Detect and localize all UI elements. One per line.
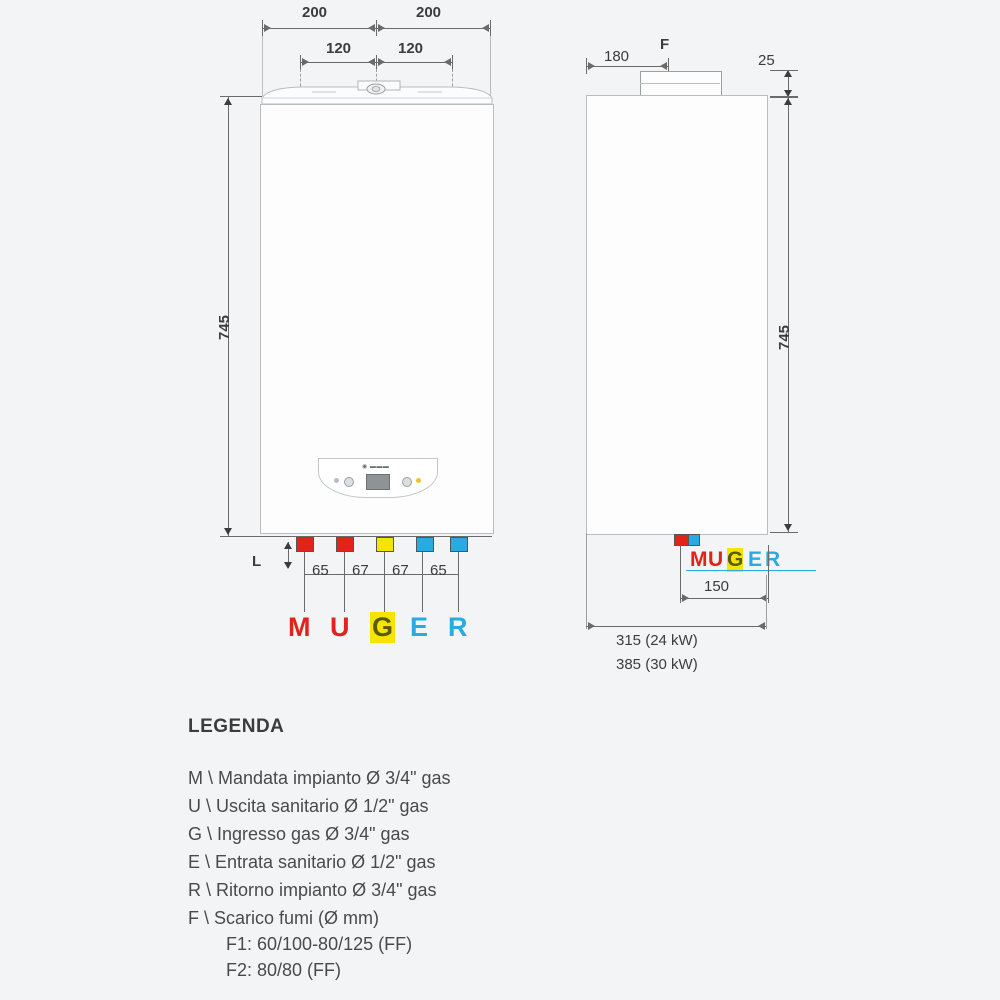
front-spacing-tick-5	[458, 552, 459, 580]
connection-tab-r	[450, 537, 468, 552]
dim-L-label: L	[252, 553, 262, 570]
letter-e: E	[410, 612, 429, 642]
panel-indicator-left	[334, 478, 339, 483]
legend-subitem-f2: F2: 80/80 (FF)	[226, 960, 342, 980]
front-inner-dim-tick-3	[452, 55, 453, 69]
side-connection-stub-right	[688, 534, 700, 546]
front-top-dim-arrow-right	[482, 24, 489, 32]
flue-width-arrow-left	[588, 62, 595, 70]
front-spacing-tick-2	[344, 552, 345, 580]
legend-item-f: F \ Scarico fumi (Ø mm)	[188, 908, 380, 928]
connection-tab-m	[296, 537, 314, 552]
dim-25-tick-top	[770, 70, 798, 71]
front-spacing-tick-4	[422, 552, 423, 580]
depth-arrow-left	[588, 622, 595, 630]
depth-extension-left	[586, 533, 587, 629]
dim-L-arrow-down	[284, 562, 292, 569]
side-muger-e: E	[748, 548, 763, 571]
side-muger-m: M	[690, 548, 708, 571]
panel-knob-right[interactable]	[402, 477, 412, 487]
panel-knob-left[interactable]	[344, 477, 354, 487]
depth-arrow-right	[758, 622, 765, 630]
legend-item-r: R \ Ritorno impianto Ø 3/4" gas	[188, 880, 437, 900]
dim-200-left: 200	[302, 4, 328, 21]
leader-line-m	[304, 580, 305, 612]
dim-67-right: 67	[392, 562, 409, 579]
dim-65-left: 65	[312, 562, 329, 579]
panel-indicator-right	[416, 478, 421, 483]
boiler-top-cap	[260, 80, 494, 106]
dim-745-side: 745	[776, 324, 793, 350]
connection-tab-e	[416, 537, 434, 552]
side-muger-u: U	[708, 548, 724, 571]
side-height-dim-line	[788, 96, 789, 532]
front-top-dim-tick-1	[262, 20, 263, 36]
letter-m: M	[288, 612, 311, 642]
dim-150-tick-left	[680, 545, 681, 603]
legend-item-m: M \ Mandata impianto Ø 3/4" gas	[188, 768, 451, 788]
side-muger-underline	[686, 570, 816, 571]
legend-item-e: E \ Entrata sanitario Ø 1/2" gas	[188, 852, 436, 872]
letter-g: G	[372, 612, 394, 642]
front-inner-arrow-left	[302, 58, 309, 66]
flue-label-F: F	[660, 36, 670, 53]
depth-dim-line	[586, 626, 766, 627]
front-inner-arrow-mid-right	[378, 58, 385, 66]
dim-67-left: 67	[352, 562, 369, 579]
dim-depth-24kw: 315 (24 kW)	[616, 632, 698, 649]
front-top-dim-tick-3	[490, 20, 491, 36]
dim-150-arrow-left	[682, 594, 689, 602]
depth-extension-right	[766, 575, 767, 629]
dim-depth-30kw: 385 (30 kW)	[616, 656, 698, 673]
front-height-arrow-top	[224, 98, 232, 105]
side-height-arrow-top	[784, 98, 792, 105]
flue-outlet-divider	[640, 83, 720, 84]
flue-width-arrow-right	[660, 62, 667, 70]
dim-150-line	[680, 598, 768, 599]
front-top-dim-arrow-left	[264, 24, 271, 32]
front-spacing-tick-1	[304, 552, 305, 580]
front-top-dim-arrow-mid-right	[378, 24, 385, 32]
leader-line-r	[458, 580, 459, 612]
boiler-side-body	[586, 95, 768, 535]
front-inner-arrow-right	[444, 58, 451, 66]
dim-150-tick-right	[768, 545, 769, 603]
letter-u: U	[330, 612, 350, 642]
flue-width-dim-line	[586, 66, 668, 67]
leader-line-u	[344, 580, 345, 612]
legend-item-u: U \ Uscita sanitario Ø 1/2" gas	[188, 796, 429, 816]
dim-150: 150	[704, 578, 730, 595]
legend-item-g: G \ Ingresso gas Ø 3/4" gas	[188, 824, 410, 844]
side-muger-r: R	[765, 548, 781, 571]
front-height-tick-top	[220, 96, 262, 97]
flue-width-tick-left	[586, 58, 587, 74]
side-muger-g: G	[727, 548, 744, 571]
front-inner-dim-tick-2	[376, 55, 377, 69]
connection-tab-u	[336, 537, 354, 552]
leader-line-g	[384, 580, 385, 612]
flue-outlet	[640, 71, 722, 97]
front-top-dim-arrow-mid-left	[368, 24, 375, 32]
dim-180: 180	[604, 48, 630, 65]
dim-120-right: 120	[398, 40, 424, 57]
legend-subitem-f1: F1: 60/100-80/125 (FF)	[226, 934, 413, 954]
dim-25: 25	[758, 52, 775, 69]
dim-25-arrow-up	[784, 70, 792, 77]
side-height-tick-bottom	[770, 532, 798, 533]
letter-r: R	[448, 612, 468, 642]
dim-200-right: 200	[416, 4, 442, 21]
front-spacing-tick-3	[384, 552, 385, 580]
connection-tab-g	[376, 537, 394, 552]
dim-120-left: 120	[326, 40, 352, 57]
legend-title: LEGENDA	[188, 716, 285, 737]
front-height-arrow-bottom	[224, 528, 232, 535]
front-inner-dim-tick-1	[300, 55, 301, 69]
brand-logo: ◉ ▬▬▬	[362, 464, 390, 470]
side-height-arrow-bottom	[784, 524, 792, 531]
dim-L-arrow-up	[284, 542, 292, 549]
panel-display	[366, 474, 390, 490]
leader-line-e	[422, 580, 423, 612]
front-inner-arrow-mid-left	[368, 58, 375, 66]
dim-65-right: 65	[430, 562, 447, 579]
front-top-dim-tick-2	[376, 20, 377, 36]
dim-745-front: 745	[216, 314, 233, 340]
side-height-tick-top	[770, 96, 798, 97]
